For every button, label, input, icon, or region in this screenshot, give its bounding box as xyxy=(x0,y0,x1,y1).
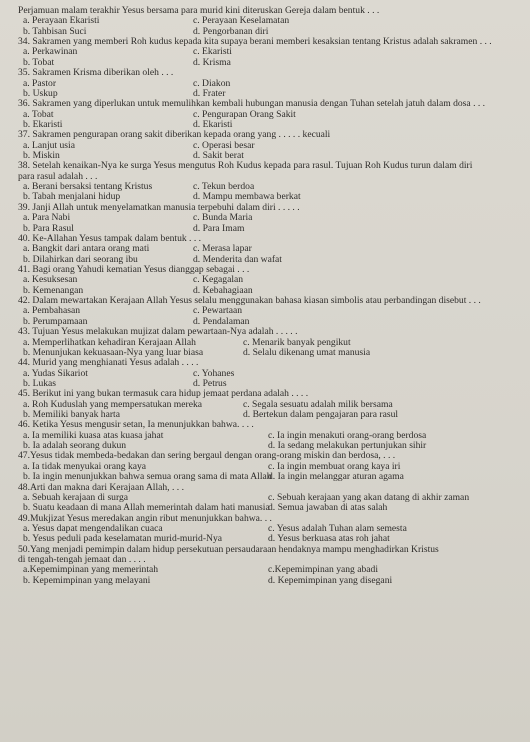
answer-option: a. Yesus dapat mengendalikan cuaca xyxy=(23,522,163,534)
answer-options-row xyxy=(23,369,530,379)
question-stem: 35. Sakramen Krisma diberikan oleh . . . xyxy=(18,67,174,79)
answer-option: c. Ekaristi xyxy=(193,46,232,58)
answer-option: a. Pastor xyxy=(23,77,57,89)
answer-option: a. Tobat xyxy=(23,108,54,120)
answer-option: d. Petrus xyxy=(193,377,227,389)
answer-options-row xyxy=(23,576,530,586)
answer-option: c. Bunda Maria xyxy=(193,212,253,224)
answer-options-row xyxy=(23,472,530,482)
answer-option: b. Tahbisan Suci xyxy=(23,25,87,37)
answer-option: b. Miskin xyxy=(23,150,60,162)
answer-options-row xyxy=(23,16,530,26)
answer-option: c. Ia ingin membuat orang kaya iri xyxy=(268,460,401,472)
answer-option: d. Bertekun dalam pengajaran para rasul xyxy=(243,409,399,421)
answer-option: b. Kemenangan xyxy=(23,284,84,296)
question-stem: 37. Sakramen pengurapan orang sakit diberikan kepada orang yang . . . . . kecuali xyxy=(18,129,331,141)
answer-option: b. Perumpamaan xyxy=(23,315,88,327)
answer-options-row xyxy=(23,141,530,151)
question-stem: 40. Ke-Allahan Yesus tampak dalam bentuk . . . xyxy=(18,232,202,244)
answer-options-row xyxy=(23,275,530,285)
question-stem: 34. Sakramen yang memberi Roh kudus kepada kita supaya berani memberi kesaksian tentang Kristus adalah sakramen . . . xyxy=(18,36,492,48)
answer-option: c. Menarik banyak pengikut xyxy=(243,336,351,348)
answer-option: a. Yudas Sikariot xyxy=(23,367,88,379)
answer-option: b. Kepemimpinan yang melayani xyxy=(23,574,151,586)
answer-option: a. Lanjut usia xyxy=(23,139,75,151)
answer-option: c. Kegagalan xyxy=(193,274,244,286)
answer-options-row xyxy=(23,213,530,223)
answer-options-row xyxy=(23,79,530,89)
answer-option: a. Pembahasan xyxy=(23,305,81,317)
answer-option: a. Para Nabi xyxy=(23,212,71,224)
answer-option: c. Diakon xyxy=(193,77,231,89)
question-list xyxy=(18,6,530,586)
answer-option: b. Ekaristi xyxy=(23,118,63,130)
answer-option: d. Mampu membawa berkat xyxy=(193,191,301,203)
answer-option: a. Berani bersaksi tentang Kristus xyxy=(23,181,153,193)
answer-option: a. Ia tidak menyukai orang kaya xyxy=(23,460,147,472)
answer-option: a. Bangkit dari antara orang mati xyxy=(23,243,150,255)
answer-option: a.Kepemimpinan yang memerintah xyxy=(23,564,159,576)
answer-option: b. Dilahirkan dari seorang ibu xyxy=(23,253,138,265)
answer-option: c. Segala sesuatu adalah milik bersama xyxy=(243,398,393,410)
answer-option: d. Para Imam xyxy=(193,222,245,234)
answer-option: d. Selalu dikenang umat manusia xyxy=(243,346,371,358)
answer-option: b. Menunjukan kekuasaan-Nya yang luar biasa xyxy=(23,346,204,358)
answer-option: c. Yohanes xyxy=(193,367,235,379)
question-stem: Perjamuan malam terakhir Yesus bersama para murid kini diteruskan Gereja dalam bentuk . . . xyxy=(18,5,380,16)
answer-option: b. Yesus peduli pada keselamatan murid-murid-Nya xyxy=(23,533,223,545)
answer-options-row xyxy=(23,306,530,316)
answer-option: b. Uskup xyxy=(23,87,58,99)
answer-option: d. Frater xyxy=(193,87,226,99)
question-stem: 46. Ketika Yesus mengusir setan, Ia menunjukkan bahwa. . . . xyxy=(18,419,254,431)
answer-option: b. Para Rasul xyxy=(23,222,74,234)
answer-option: b. Tobat xyxy=(23,56,55,68)
answer-option: c. Pewartaan xyxy=(193,305,243,317)
answer-option: d. Krisma xyxy=(193,56,231,68)
question-stem: 38. Setelah kenaikan-Nya ke surga Yesus mengutus Roh Kudus kepada para rasul. Tujuan Roh Kudus turun dalam diri xyxy=(18,160,473,172)
answer-option: d. Pengorbanan diri xyxy=(193,25,269,37)
answer-option: b. Memiliki banyak harta xyxy=(23,409,120,421)
answer-option: b. Ia ingin menunjukkan bahwa semua orang sama di mata Allah xyxy=(23,471,272,483)
answer-option: a. Memperlihatkan kehadiran Kerajaan Allah xyxy=(23,336,196,348)
answer-option: d. Pendalaman xyxy=(193,315,250,327)
question-stem: 47.Yesus tidak membeda-bedakan dan sering bergaul dengan orang-orang miskin dan berdosa, . . . xyxy=(18,450,396,462)
answer-option: d. Ekaristi xyxy=(193,118,233,130)
answer-option: c. Ia ingin menakuti orang-orang berdosa xyxy=(268,429,427,441)
question-stem: 49.Mukjizat Yesus meredakan angin ribut menunjukkan bahwa. . . xyxy=(18,512,272,524)
question-stem: 41. Bagi orang Yahudi kematian Yesus dianggap sebagai . . . xyxy=(18,263,250,275)
answer-option: a. Ia memiliki kuasa atas kuasa jahat xyxy=(23,429,164,441)
answer-option: b. Ia adalah seorang dukun xyxy=(23,440,127,452)
answer-option: b. Lukas xyxy=(23,377,57,389)
question-stem: 42. Dalam mewartakan Kerajaan Allah Yesus selalu menggunakan bahasa kiasan simbolis atau perbandingan disebut . . . xyxy=(18,295,481,307)
answer-option: d. Ia sedang melakukan pertunjukan sihir xyxy=(268,440,427,452)
question-stem: 50.Yang menjadi pemimpin dalam hidup persekutuan persaudaraan hendaknya mampu menghadirkan Kristus xyxy=(18,543,439,555)
question-stem: 43. Tujuan Yesus melakukan mujizat dalam pewartaan-Nya adalah . . . . . xyxy=(18,326,298,338)
answer-option: a. Perayaan Ekaristi xyxy=(23,15,100,27)
answer-option: c.Kepemimpinan yang abadi xyxy=(268,564,379,576)
answer-option: d. Semua jawaban di atas salah xyxy=(268,502,388,514)
answer-option: b. Suatu keadaan di mana Allah memerintah dalam hati manusia xyxy=(23,502,270,514)
question-stem: di tengah-tengah jemaat dan . . . . xyxy=(18,554,146,566)
question-stem: 45. Berikut ini yang bukan termasuk cara hidup jemaat perdana adalah . . . . xyxy=(18,388,309,400)
answer-option: c. Yesus adalah Tuhan alam semesta xyxy=(268,522,407,534)
answer-option: b. Tabah menjalani hidup xyxy=(23,191,121,203)
answer-option: c. Tekun berdoa xyxy=(193,181,255,193)
question-stem: 36. Sakramen yang diperlukan untuk memulihkan kembali hubungan manusia dengan Tuhan setelah jatuh dalam dosa . . . xyxy=(18,98,486,110)
answer-option: d. Kepemimpinan yang disegani xyxy=(268,574,393,586)
answer-options-row xyxy=(23,47,530,57)
answer-option: c. Operasi besar xyxy=(193,139,255,151)
question-stem: 48.Arti dan makna dari Kerajaan Allah, . . . xyxy=(18,481,184,493)
question-stem: para rasul adalah . . . xyxy=(18,170,98,182)
answer-option: d. Yesus berkuasa atas roh jahat xyxy=(268,533,390,545)
question-stem: 39. Janji Allah untuk menyelamatkan manusia terpebuhi dalam diri . . . . . xyxy=(18,201,300,213)
answer-option: d. Kebahagiaan xyxy=(193,284,253,296)
answer-option: c. Sebuah kerajaan yang akan datang di akhir zaman xyxy=(268,491,470,503)
answer-option: d. Sakit berat xyxy=(193,150,244,162)
answer-option: a. Sebuah kerajaan di surga xyxy=(23,491,129,503)
answer-option: a. Roh Kuduslah yang mempersatukan mereka xyxy=(23,398,203,410)
answer-option: d. Menderita dan wafat xyxy=(193,253,282,265)
answer-option: d. Ia ingin melanggar aturan agama xyxy=(268,471,404,483)
answer-option: c. Pengurapan Orang Sakit xyxy=(193,108,296,120)
answer-option: a. Kesuksesan xyxy=(23,274,78,286)
answer-option: a. Perkawinan xyxy=(23,46,78,58)
answer-option: c. Merasa lapar xyxy=(193,243,252,255)
answer-options-row xyxy=(23,110,530,120)
question-stem: 44. Murid yang menghianati Yesus adalah . . . . xyxy=(18,357,199,369)
answer-option: c. Perayaan Keselamatan xyxy=(193,15,290,27)
